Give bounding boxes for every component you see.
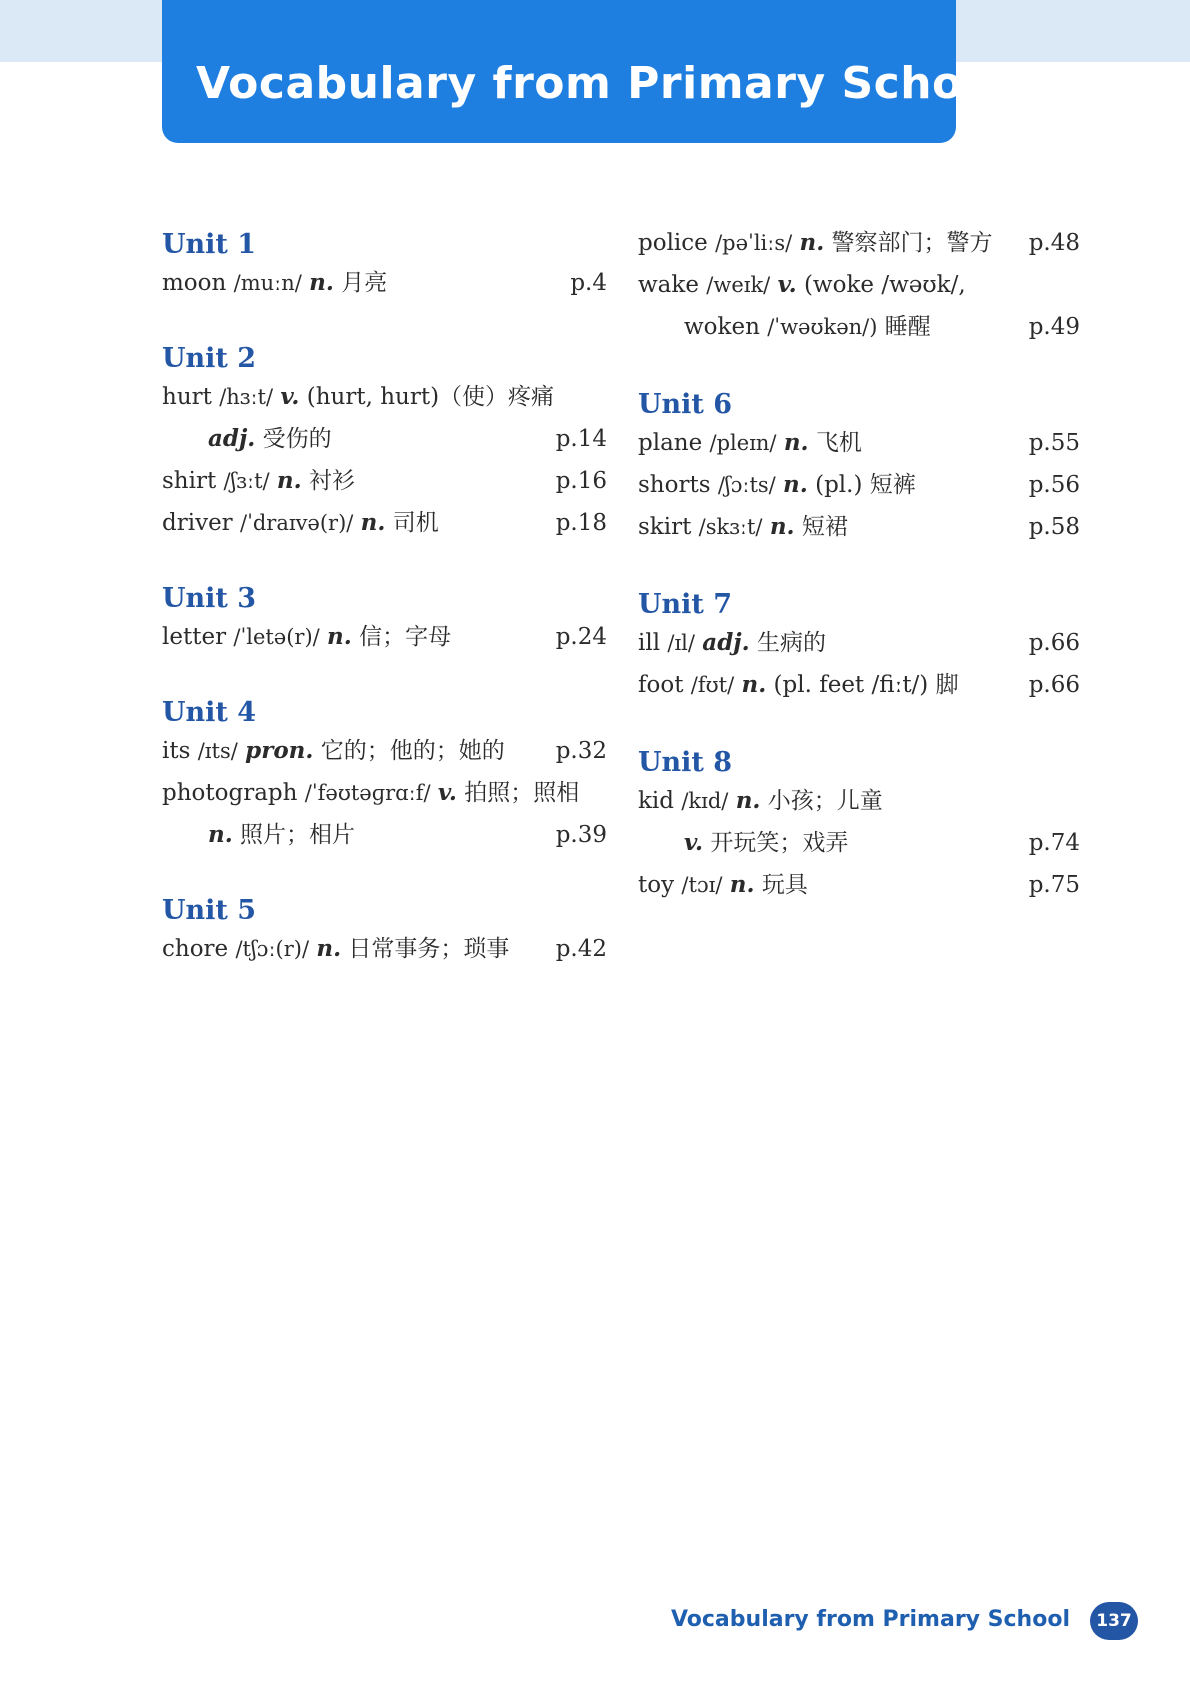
meaning: 月亮: [341, 270, 388, 296]
pronunciation: /hɜːt/: [219, 385, 274, 409]
vocab-word: kid: [638, 788, 675, 814]
part-of-speech: v.: [280, 383, 300, 410]
pronunciation: /ˈdraɪvə(r)/: [240, 511, 354, 535]
pronunciation: /fʊt/: [690, 673, 735, 697]
part-of-speech: n.: [360, 509, 386, 536]
page-reference: p.56: [1028, 472, 1080, 498]
vocab-word: ill: [638, 630, 661, 656]
meaning: (hurt, hurt)（使）疼痛: [306, 384, 555, 410]
part-of-speech: adj.: [208, 425, 256, 452]
pronunciation: /muːn/: [233, 271, 302, 295]
pronunciation: /ˈletə(r)/: [233, 625, 320, 649]
meaning: 日常事务；琐事: [348, 936, 510, 962]
part-of-speech: n.: [276, 467, 302, 494]
part-of-speech: n.: [741, 671, 767, 698]
vocab-entry: [162, 772, 607, 814]
page-reference: p.58: [1028, 514, 1080, 540]
meaning: 警察部门；警方: [831, 230, 993, 256]
pronunciation: /ʃɔːts/: [717, 473, 776, 497]
meaning: 飞机: [815, 430, 862, 456]
vocab-entry: [162, 928, 607, 970]
unit-block: [638, 588, 1080, 706]
right-column: [638, 222, 1080, 946]
unit-block: [162, 894, 607, 970]
meaning: 短裙: [801, 514, 848, 540]
unit-block: [638, 746, 1080, 906]
unit-heading: Unit 2: [162, 343, 257, 374]
page-reference: p.32: [555, 738, 607, 764]
part-of-speech: n.: [735, 787, 761, 814]
vocab-entry: [162, 616, 607, 658]
vocab-entry: [638, 264, 1080, 306]
left-column: [162, 228, 607, 1008]
meaning: 拍照；照相: [464, 780, 580, 806]
meaning: 衬衫: [308, 468, 355, 494]
vocab-word: foot: [638, 672, 684, 698]
vocab-entry: [162, 502, 607, 544]
vocab-entry: [638, 864, 1080, 906]
pronunciation: /pleɪn/: [709, 431, 777, 455]
pronunciation: /tʃɔː(r)/: [235, 937, 310, 961]
page-reference: p.48: [1028, 230, 1080, 256]
part-of-speech: n.: [783, 429, 809, 456]
vocab-entry: [638, 222, 1080, 264]
meaning: 小孩；儿童: [767, 788, 883, 814]
pronunciation: /kɪd/: [681, 789, 729, 813]
page-reference: p.49: [1028, 314, 1080, 340]
meaning: (pl.) 短裤: [815, 472, 916, 498]
page-reference: p.14: [555, 426, 607, 452]
vocab-entry: [162, 418, 607, 460]
unit-block: [162, 228, 607, 304]
vocab-entry: [638, 306, 1080, 348]
vocab-entry: [638, 422, 1080, 464]
page-reference: p.39: [555, 822, 607, 848]
part-of-speech: pron.: [245, 737, 314, 764]
page-reference: p.74: [1028, 830, 1080, 856]
meaning: 生病的: [756, 630, 826, 656]
vocab-word: woken: [684, 314, 760, 340]
title-banner: [162, 0, 1010, 143]
pronunciation: /tɔɪ/: [681, 873, 723, 897]
page-number-badge: 137: [1090, 1602, 1138, 1640]
unit-heading: Unit 1: [162, 229, 257, 260]
meaning: (pl. feet /fiːt/) 脚: [773, 672, 959, 698]
part-of-speech: n.: [316, 935, 342, 962]
part-of-speech: n.: [799, 229, 825, 256]
vocab-word: toy: [638, 872, 675, 898]
vocab-word: skirt: [638, 514, 692, 540]
pronunciation: /ˈfəʊtəɡrɑːf/: [304, 781, 431, 805]
part-of-speech: v.: [777, 271, 797, 298]
pronunciation: /weɪk/: [706, 273, 771, 297]
footer-title: Vocabulary from Primary School: [670, 1607, 1070, 1632]
meaning: 信；字母: [359, 624, 452, 650]
vocab-word: its: [162, 738, 191, 764]
unit-heading: Unit 5: [162, 895, 257, 926]
vocab-word: photograph: [162, 780, 298, 806]
unit-block: [162, 696, 607, 856]
pronunciation: /pəˈliːs/: [715, 231, 793, 255]
vocab-word: wake: [638, 272, 699, 298]
vocab-entry: [638, 506, 1080, 548]
pronunciation: /ˈwəʊkən/): [767, 315, 878, 339]
vocab-word: chore: [162, 936, 229, 962]
vocab-word: police: [638, 230, 708, 256]
vocab-word: hurt: [162, 384, 212, 410]
unit-heading: Unit 6: [638, 389, 733, 420]
unit-block: [162, 342, 607, 544]
part-of-speech: v.: [684, 829, 704, 856]
vocab-entry: [162, 730, 607, 772]
pronunciation: /skɜːt/: [698, 515, 763, 539]
vocab-entry: [162, 262, 607, 304]
page-reference: p.18: [555, 510, 607, 536]
page-reference: p.24: [555, 624, 607, 650]
unit-heading: Unit 8: [638, 747, 733, 778]
vocab-word: letter: [162, 624, 227, 650]
meaning: 受伤的: [262, 426, 332, 452]
vocab-entry: [638, 464, 1080, 506]
page-reference: p.16: [555, 468, 607, 494]
vocab-entry: [638, 664, 1080, 706]
part-of-speech: adj.: [702, 629, 750, 656]
part-of-speech: n.: [783, 471, 808, 498]
unit-block: [638, 388, 1080, 548]
vocab-entry: [638, 822, 1080, 864]
vocab-word: plane: [638, 430, 703, 456]
pronunciation: /ʃɜːt/: [223, 469, 270, 493]
page-reference: p.42: [555, 936, 607, 962]
vocab-word: shorts: [638, 472, 711, 498]
unit-heading: Unit 7: [638, 589, 733, 620]
unit-heading: Unit 3: [162, 583, 257, 614]
part-of-speech: n.: [729, 871, 755, 898]
page-reference: p.75: [1028, 872, 1080, 898]
part-of-speech: n.: [208, 821, 233, 848]
unit-heading: Unit 4: [162, 697, 257, 728]
page-reference: p.66: [1028, 672, 1080, 698]
page-reference: p.4: [570, 270, 607, 296]
vocab-word: moon: [162, 270, 227, 296]
vocab-entry: [162, 376, 607, 418]
page-reference: p.66: [1028, 630, 1080, 656]
meaning: 照片；相片: [240, 822, 356, 848]
part-of-speech: n.: [327, 623, 352, 650]
vocab-entry: [162, 460, 607, 502]
meaning: 睡醒: [884, 314, 931, 340]
vocab-word: shirt: [162, 468, 217, 494]
vocab-entry: [638, 780, 1080, 822]
part-of-speech: n.: [309, 269, 334, 296]
vocab-entry: [162, 814, 607, 856]
vocab-entry: [638, 622, 1080, 664]
meaning: 玩具: [761, 872, 808, 898]
page-title: Vocabulary from Primary School: [196, 58, 1010, 109]
meaning: 它的；他的；她的: [320, 738, 505, 764]
meaning: 司机: [392, 510, 439, 536]
vocab-word: driver: [162, 510, 233, 536]
meaning: (woke /wəʊk/,: [803, 272, 966, 298]
pronunciation: /ɪl/: [667, 631, 695, 655]
part-of-speech: n.: [769, 513, 795, 540]
unit-block: [638, 222, 1080, 348]
pronunciation: /ɪts/: [197, 739, 238, 763]
unit-block: [162, 582, 607, 658]
page-reference: p.55: [1028, 430, 1080, 456]
meaning: 开玩笑；戏弄: [710, 830, 849, 856]
part-of-speech: v.: [437, 779, 457, 806]
